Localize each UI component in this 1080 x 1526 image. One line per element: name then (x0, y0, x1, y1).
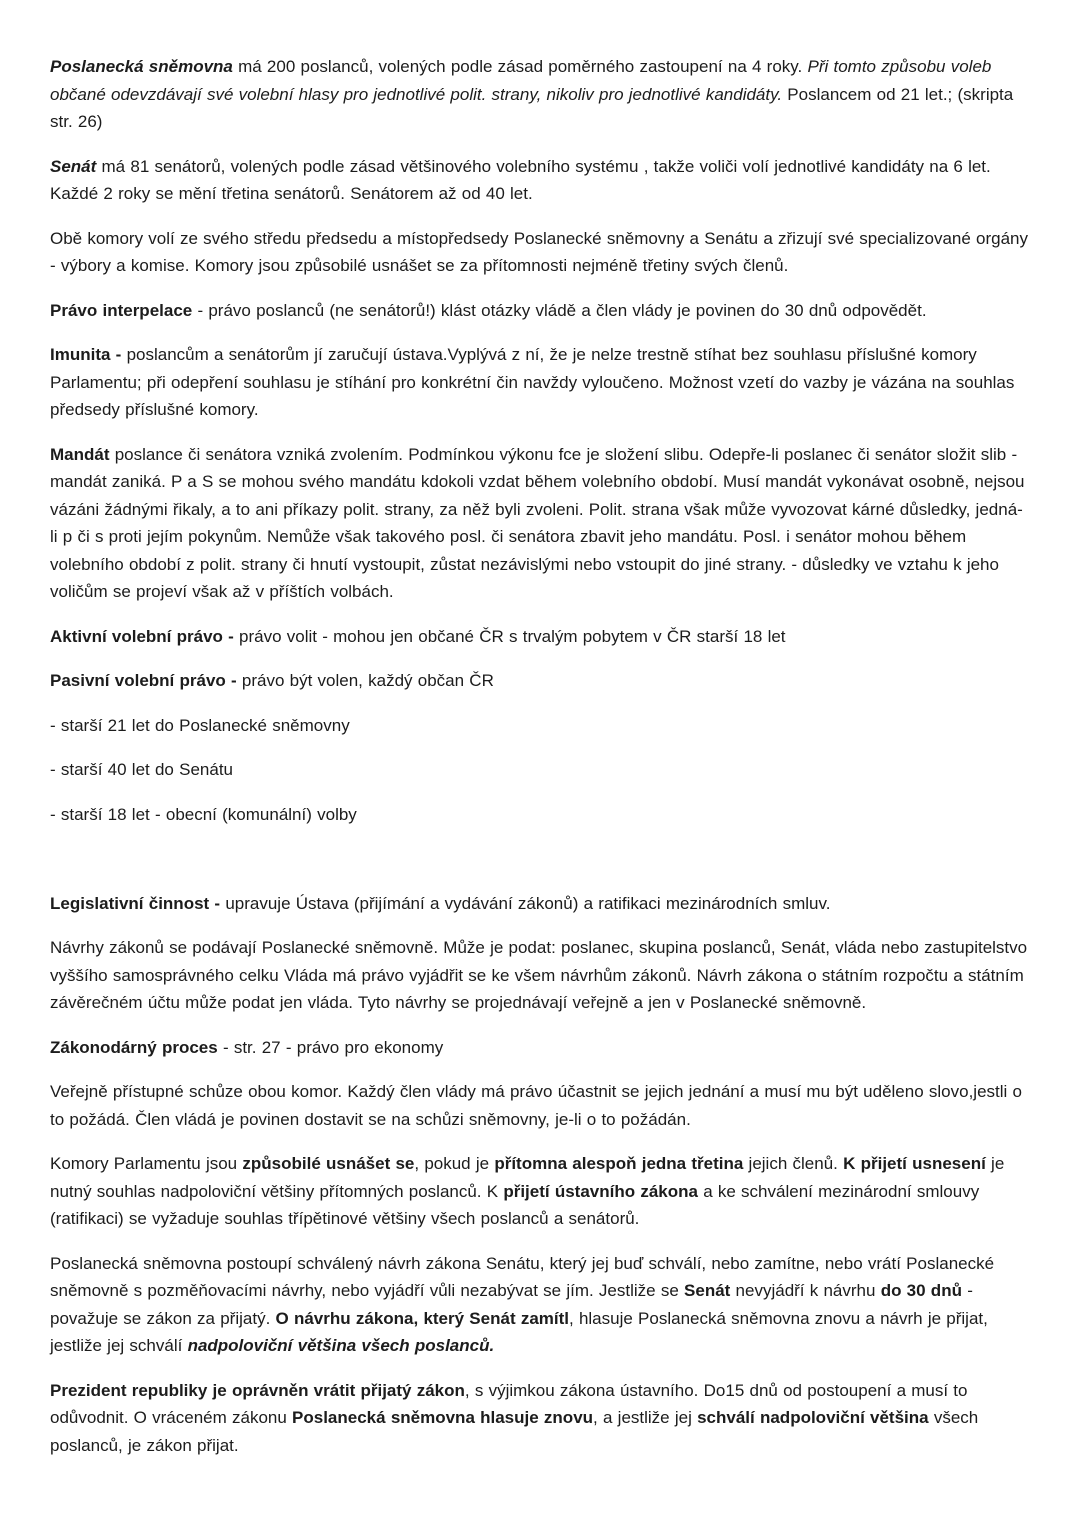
paragraph (50, 1250, 1030, 1360)
text-run: přijetí ústavního zákona (503, 1181, 698, 1201)
document-body (50, 53, 1030, 1459)
paragraph (50, 801, 1030, 829)
text-run: Při tomto způsobu voleb občané odevzdávají své volební hlasy pro jednotlivé polit. strany, nikoliv pro jednotlivé kandidáty. (50, 57, 992, 104)
text-run: , a jestliže jej (593, 1408, 698, 1427)
text-run: Poslanecká sněmovna hlasuje znovu (292, 1408, 594, 1427)
paragraph-spacer (50, 845, 1030, 873)
text-run: všech poslanců, je zákon přijat. (50, 1408, 979, 1455)
text-run: schválí nadpoloviční většina (697, 1408, 929, 1427)
paragraph (50, 756, 1030, 784)
paragraph (50, 341, 1030, 424)
text-run: Obě komory volí ze svého středu předsedu a místopředsedy Poslanecké sněmovny a Senátu a zřizují své specializované orgány - výbory a komise. Komory jsou způsobilé usnášet se za přítomnosti nejméně třetiny svých členů. (50, 228, 1029, 275)
paragraph (50, 712, 1030, 740)
text-run: - str. 27 - právo pro ekonomy (217, 1037, 444, 1057)
text-run: Imunita - (50, 345, 122, 364)
paragraph (50, 1150, 1030, 1233)
text-run: Mandát (50, 444, 110, 464)
text-run: nevyjádří k návrhu (730, 1281, 881, 1300)
text-run: , s výjimkou zákona ústavního. Do15 dnů od postoupení a musí to odůvodnit. O vráceném zákonu (50, 1380, 968, 1427)
paragraph (50, 890, 1030, 918)
text-run: - starší 40 let do Senátu (50, 760, 233, 779)
text-run: Prezident republiky je oprávněn vrátit přijatý zákon (50, 1380, 465, 1400)
text-run: , hlasuje Poslanecká sněmovna znovu a návrh je přijat, jestliže jej schválí (50, 1308, 988, 1355)
text-run: Aktivní volební právo - (50, 626, 234, 646)
paragraph (50, 297, 1030, 325)
text-run: Senát (684, 1281, 731, 1300)
paragraph (50, 667, 1030, 695)
text-run: Právo interpelace (50, 300, 193, 320)
paragraph (50, 1034, 1030, 1062)
text-run: poslancům a senátorům jí zaručují ústava.Vyplývá z ní, že je nelze trestně stíhat bez souhlasu příslušné komory Parlamentu; při odepření souhlasu je stíhání pro konkrétní čin navždy vyloučeno. Možnost vzetí do vazby je vázána na souhlas předsedy příslušné komory. (50, 345, 1015, 419)
text-run: Poslancem od 21 let.; (skripta str. 26) (50, 84, 1014, 131)
text-run: právo být volen, každý občan ČR (236, 671, 494, 690)
text-run: Pasivní volební právo - (50, 671, 237, 690)
paragraph (50, 441, 1030, 606)
text-run: K přijetí usnesení (843, 1154, 986, 1173)
text-run: poslance či senátora vzniká zvolením. Podmínkou výkonu fce je složení slibu. Odepře-li poslanec či senátor složit slib - mandát zaniká. P a S se mohou svého mandátu kdokoli vzdat během volebního období. Musí mandát vykonávat osobně, nejsou vázáni žádnými řikaly, a to ani příkazy polit. strany, za něž byli zvoleni. Polit. strana však může vyvozovat kárné důsledky, jedná-li p či s proti jejím pokynům. Nemůže však takového posl. či senátora zbavit jeho mandátu. Posl. i senátor mohou během volebního období z polit. strany či hnutí vystoupit, zůstat nezávislými nebo vstoupit do jiné strany. - důsledky ve vztahu k jeho voličům se projeví však až v příštích volbách. (50, 444, 1025, 601)
text-run: Poslanecká sněmovna postoupí schválený návrh zákona Senátu, který jej buď schválí, nebo zamítne, nebo vrátí Poslanecké sněmovně s pozměňovacími návrhy, nebo vyjádří vůli nezabývat se jím. Jestliže se (50, 1253, 995, 1300)
paragraph (50, 623, 1030, 651)
paragraph (50, 1078, 1030, 1133)
text-run: - právo poslanců (ne senátorů!) klást otázky vládě a člen vlády je povinen do 30 dnů odpovědět. (192, 300, 927, 320)
text-run: Senát (50, 156, 97, 176)
text-run: Komory Parlamentu jsou (50, 1154, 243, 1173)
text-run: - starší 18 let - obecní (komunální) volby (50, 804, 357, 824)
text-run: Veřejně přístupné schůze obou komor. Každý člen vlády má právo účastnit se jejich jednání a musí mu být uděleno slovo,jestli o to požádá. Člen vládá je povinen dostavit se na schůzi sněmovny, je-li o to požádán. (50, 1082, 1022, 1129)
text-run: nadpoloviční většina všech poslanců. (187, 1336, 495, 1355)
text-run: Návrhy zákonů se podávají Poslanecké sněmovně. Může je podat: poslanec, skupina poslanců, Senát, vláda nebo zastupitelstvo vyššího samosprávného celku Vláda má právo vyjádřit se ke všem návrhům zákonů. Návrh zákona o státním rozpočtu a státním závěrečném účtu může podat jen vláda. Tyto návrhy se projednávají veřejně a jen v Poslanecké sněmovně. (50, 938, 1028, 1012)
paragraph (50, 225, 1030, 280)
paragraph (50, 153, 1030, 208)
text-run: Poslanecká sněmovna (50, 57, 233, 76)
text-run: má 200 poslanců, volených podle zásad poměrného zastoupení na 4 roky. (232, 57, 808, 76)
text-run: a ke schválení mezinárodní smlouvy (ratifikaci) se vyžaduje souhlas třípětinové většiny všech poslanců a senátorů. (50, 1181, 980, 1228)
text-run: je nutný souhlas nadpoloviční většiny přítomných poslanců. K (50, 1154, 1005, 1201)
text-run: - považuje se zákon za přijatý. (50, 1281, 973, 1328)
text-run: Legislativní činnost - (50, 893, 221, 913)
text-run: má 81 senátorů, volených podle zásad většinového volebního systému , takže voliči volí jednotlivé kandidáty na 6 let. Každé 2 roky se mění třetina senátorů. Senátorem až od 40 let. (50, 156, 991, 203)
paragraph (50, 934, 1030, 1017)
text-run: způsobilé usnášet se (242, 1154, 415, 1173)
text-run: , pokud je (414, 1154, 495, 1173)
text-run: jejich členů. (743, 1154, 844, 1173)
text-run: O návrhu zákona, který Senát zamítl (275, 1308, 569, 1328)
text-run: Zákonodárný proces (50, 1037, 218, 1057)
text-run: právo volit - mohou jen občané ČR s trvalým pobytem v ČR starší 18 let (233, 626, 786, 646)
text-run: - starší 21 let do Poslanecké sněmovny (50, 715, 350, 735)
paragraph (50, 53, 1030, 136)
text-run: upravuje Ústava (přijímání a vydávání zákonů) a ratifikaci mezinárodních smluv. (220, 893, 831, 913)
text-run: přítomna alespoň jedna třetina (494, 1154, 744, 1173)
text-run: do 30 dnů (880, 1281, 962, 1300)
paragraph (50, 1377, 1030, 1460)
